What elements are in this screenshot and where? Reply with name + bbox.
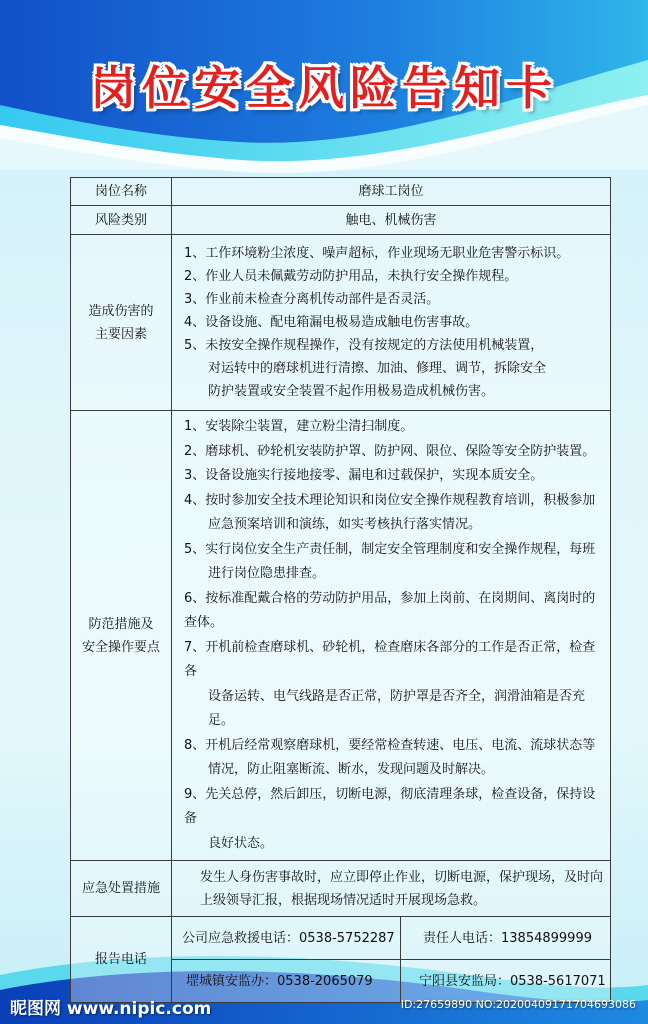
responsible-person-phone: 责任人电话：13854899999 <box>401 917 611 960</box>
cause-item: 2、作业人员未佩戴劳动防护用品，未执行安全操作规程。 <box>184 269 518 284</box>
measure-item-continued: 良好状态。 <box>208 835 274 851</box>
measures-label <box>71 411 172 861</box>
post-name-value: 磨球工岗位 <box>172 178 611 206</box>
measure-item-continued: 设备运转、电气线路是否正常，防护罩是否齐全，润滑油箱是否充足。 <box>208 688 586 728</box>
watermark-id: ID:27659890 NO:20200409171704693086 <box>400 998 636 1011</box>
measures-label-line2: 安全操作要点 <box>81 639 160 655</box>
emergency-line: 上级领导汇报，根据现场情况适时开展现场急救。 <box>200 892 487 908</box>
measure-item: 2、磨球机、砂轮机安装防护罩、防护网、限位、保险等安全防护装置。 <box>184 443 596 459</box>
report-phone-label: 报告电话 <box>71 917 172 1003</box>
causes-label-line1: 造成伤害的 <box>88 303 154 319</box>
measure-item: 6、按标准配戴合格的劳动防护用品，参加上岗前、在岗期间、离岗时的查体。 <box>184 590 596 630</box>
page-title: 岗位安全风险告知卡 <box>90 61 558 115</box>
measures-list <box>172 411 611 861</box>
measure-item: 9、先关总停，然后卸压，切断电源，彻底清理条球，检查设备，保持设备 <box>184 786 596 826</box>
emergency-label: 应急处置措施 <box>71 861 172 917</box>
post-name-label: 岗位名称 <box>71 178 172 206</box>
cause-item: 5、未按安全操作规程操作，没有按规定的方法使用机械装置， <box>184 338 544 353</box>
cause-item: 3、作业前未检查分离机传动部件是否灵活。 <box>184 292 440 307</box>
causes-list <box>172 235 611 411</box>
cause-item-continued: 防护装置或安全装置不起作用极易造成机械伤害。 <box>208 384 495 399</box>
town-safety-office-phone: 堽城镇安监办：0538-2065079 <box>172 960 401 1003</box>
measure-item-continued: 进行岗位隐患排查。 <box>208 566 326 581</box>
measure-item-continued: 情况，防止阻塞断流、断水，发现问题及时解决。 <box>208 762 495 777</box>
county-safety-bureau-phone: 宁阳县安监局：0538-5617071 <box>401 960 611 1003</box>
causes-label <box>71 235 172 411</box>
causes-label-line2: 主要因素 <box>94 326 147 342</box>
risk-card-table <box>70 177 611 1003</box>
watermark-bar <box>0 988 648 1024</box>
company-emergency-phone: 公司应急救援电话：0538-5752287 <box>172 917 401 960</box>
measure-item: 3、设备设施实行接地接零、漏电和过载保护，实现本质安全。 <box>184 468 544 483</box>
risk-type-value: 触电、机械伤害 <box>172 206 611 235</box>
measure-item: 4、按时参加安全技术理论知识和岗位安全操作规程教育培训，积极参加 <box>184 492 596 508</box>
watermark-site: 昵图网 www.nipic.com <box>10 999 212 1019</box>
risk-type-label: 风险类别 <box>71 206 172 235</box>
cause-item: 1、工作环境粉尘浓度、噪声超标，作业现场无职业危害警示标识。 <box>184 246 570 261</box>
cause-item: 4、设备设施、配电箱漏电极易造成触电伤害事故。 <box>184 315 479 330</box>
cause-item-continued: 对运转中的磨球机进行清擦、加油、修理、调节，拆除安全 <box>208 361 547 376</box>
measure-item: 7、开机前检查磨球机、砂轮机，检查磨床各部分的工作是否正常，检查各 <box>184 639 596 679</box>
emergency-text <box>172 861 611 917</box>
emergency-line: 发生人身伤害事故时，应立即停止作业，切断电源，保护现场，及时向 <box>200 869 604 885</box>
measures-label-line1: 防范措施及 <box>88 616 154 632</box>
measure-item: 5、实行岗位安全生产责任制，制定安全管理制度和安全操作规程，每班 <box>184 541 596 557</box>
measure-item: 8、开机后经常观察磨球机，要经常检查转速、电压、电流、流球状态等 <box>184 737 596 753</box>
measure-item-continued: 应急预案培训和演练，如实考核执行落实情况。 <box>208 517 482 532</box>
measure-item: 1、安装除尘装置，建立粉尘清扫制度。 <box>184 419 414 434</box>
